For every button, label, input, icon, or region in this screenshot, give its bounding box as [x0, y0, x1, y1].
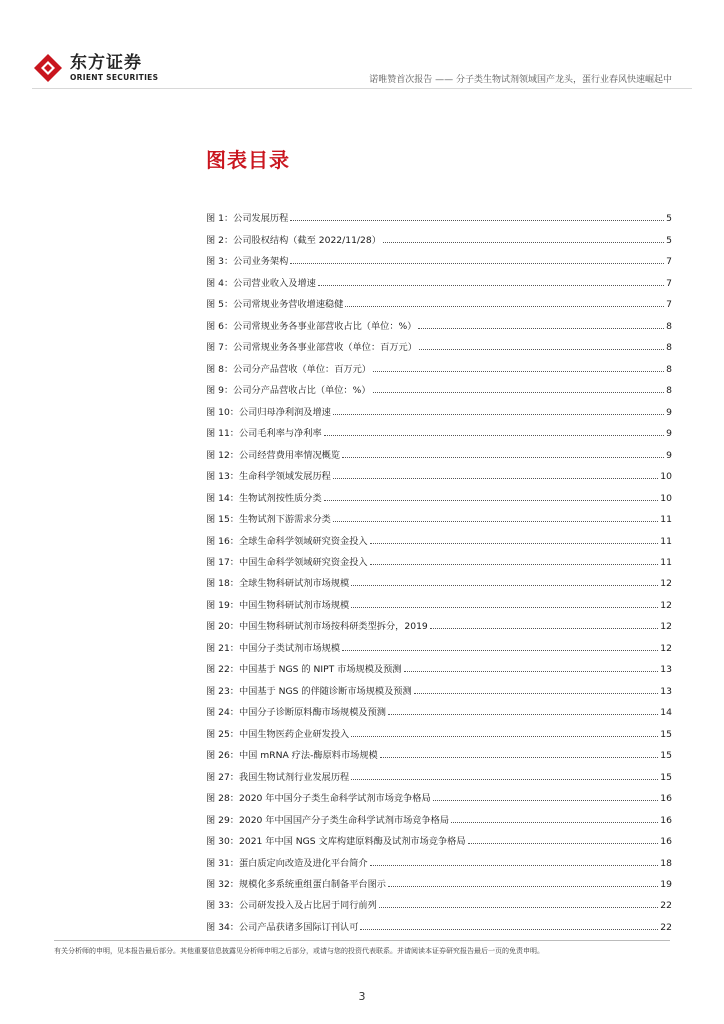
toc-figure-number: 图 3： — [206, 256, 234, 268]
toc-entry[interactable] — [206, 697, 672, 718]
toc-page-number: 5 — [666, 213, 672, 225]
toc-dot-leader — [333, 478, 658, 479]
toc-entry[interactable] — [206, 289, 672, 310]
toc-figure-number: 图 27： — [206, 771, 239, 783]
toc-figure-number: 图 14： — [206, 492, 239, 504]
toc-entry[interactable] — [206, 611, 672, 632]
toc-figure-title: 中国基于 NGS 的伴随诊断市场规模及预测 — [239, 685, 412, 697]
toc-entry[interactable] — [206, 396, 672, 417]
toc-entry[interactable] — [206, 375, 672, 396]
toc-dot-leader — [373, 392, 665, 393]
toc-figure-title: 公司常规业务营收增速稳健 — [233, 299, 344, 311]
toc-dot-leader — [351, 607, 658, 608]
toc-page-number: 13 — [660, 664, 672, 676]
toc-page-number: 10 — [660, 471, 672, 483]
toc-dot-leader — [418, 328, 664, 329]
toc-figure-number: 图 2： — [206, 234, 234, 246]
toc-figure-title: 2020 年中国国产分子类生命科学试剂市场竞争格局 — [239, 814, 450, 826]
toc-entry[interactable] — [206, 267, 672, 288]
toc-page-number: 9 — [666, 428, 672, 440]
toc-figure-number: 图 20： — [206, 621, 239, 633]
toc-dot-leader — [342, 650, 658, 651]
toc-figure-title: 中国生命科学领域研究资金投入 — [239, 556, 368, 568]
toc-figure-number: 图 23： — [206, 685, 239, 697]
toc-page-number: 16 — [660, 836, 672, 848]
toc-dot-leader — [351, 736, 658, 737]
toc-page-number: 12 — [660, 599, 672, 611]
toc-figure-number: 图 34： — [206, 921, 239, 933]
toc-figure-title: 公司常规业务各事业部营收占比（单位：%） — [233, 320, 417, 332]
toc-figure-number: 图 21： — [206, 642, 239, 654]
toc-figure-number: 图 16： — [206, 535, 239, 547]
orient-logo-icon — [32, 52, 64, 84]
toc-figure-title: 生物试剂下游需求分类 — [239, 514, 331, 526]
toc-dot-leader — [380, 757, 659, 758]
toc-entry[interactable] — [206, 632, 672, 653]
toc-figure-number: 图 28： — [206, 793, 239, 805]
toc-page-number: 13 — [660, 685, 672, 697]
toc-page-number: 12 — [660, 621, 672, 633]
toc-entry[interactable] — [206, 847, 672, 868]
toc-figure-title: 中国生物科研试剂市场按科研类型拆分，2019 — [239, 621, 428, 633]
toc-dot-leader — [345, 306, 664, 307]
toc-dot-leader — [360, 929, 658, 930]
toc-figure-number: 图 33： — [206, 900, 239, 912]
toc-dot-leader — [379, 907, 658, 908]
toc-figure-title: 公司营业收入及增速 — [233, 277, 316, 289]
toc-page-number: 22 — [660, 921, 672, 933]
toc-figure-title: 公司发展历程 — [233, 213, 289, 225]
toc-page-number: 18 — [660, 857, 672, 869]
toc-page-number: 7 — [666, 256, 672, 268]
toc-dot-leader — [370, 865, 659, 866]
toc-entry[interactable] — [206, 568, 672, 589]
toc-dot-leader — [468, 843, 659, 844]
toc-dot-leader — [333, 414, 664, 415]
toc-dot-leader — [370, 543, 659, 544]
toc-page-number: 16 — [660, 814, 672, 826]
toc-figure-number: 图 26： — [206, 750, 239, 762]
toc-figure-title: 我国生物试剂行业发展历程 — [239, 771, 350, 783]
toc-figure-title: 全球生物科研试剂市场规模 — [239, 578, 350, 590]
toc-figure-number: 图 19： — [206, 599, 239, 611]
toc-figure-number: 图 13： — [206, 471, 239, 483]
toc-figure-number: 图 31： — [206, 857, 239, 869]
toc-figure-title: 公司常规业务各事业部营收（单位：百万元） — [233, 342, 417, 354]
toc-dot-leader — [333, 521, 658, 522]
toc-dot-leader — [388, 714, 658, 715]
toc-entry[interactable] — [206, 224, 672, 245]
toc-page-number: 7 — [666, 299, 672, 311]
toc-dot-leader — [388, 886, 658, 887]
footer-divider — [54, 940, 670, 941]
toc-entry[interactable] — [206, 761, 672, 782]
toc-figure-title: 2020 年中国分子类生命科学试剂市场竞争格局 — [239, 793, 431, 805]
toc-figure-title: 公司分产品营收（单位：百万元） — [233, 363, 371, 375]
logo-english-name: ORIENT SECURITIES — [70, 72, 159, 82]
toc-entry[interactable] — [206, 783, 672, 804]
toc-dot-leader — [318, 285, 664, 286]
toc-entry[interactable] — [206, 911, 672, 932]
toc-entry[interactable] — [206, 826, 672, 847]
toc-figure-title: 公司分产品营收占比（单位：%） — [233, 385, 371, 397]
toc-page-number: 7 — [666, 277, 672, 289]
toc-figure-title: 公司研发投入及占比居于同行前列 — [239, 900, 377, 912]
header-divider — [32, 88, 692, 89]
toc-figure-title: 中国分子诊断原料酶市场规模及预测 — [239, 707, 386, 719]
toc-entry[interactable] — [206, 461, 672, 482]
toc-figure-number: 图 29： — [206, 814, 239, 826]
toc-figure-number: 图 1： — [206, 213, 234, 225]
logo-chinese-name: 东方证券 — [70, 52, 142, 73]
toc-figure-title: 中国 mRNA 疗法-酶原料市场规模 — [239, 750, 378, 762]
toc-page-number: 8 — [666, 363, 672, 375]
toc-figure-number: 图 10： — [206, 406, 239, 418]
toc-figure-number: 图 30： — [206, 836, 239, 848]
toc-entry[interactable] — [206, 547, 672, 568]
toc-page-number: 16 — [660, 793, 672, 805]
toc-dot-leader — [373, 371, 664, 372]
toc-figure-title: 生物试剂按性质分类 — [239, 492, 322, 504]
toc-entry[interactable] — [206, 525, 672, 546]
toc-page-number: 5 — [666, 234, 672, 246]
toc-figure-number: 图 22： — [206, 664, 239, 676]
toc-page-number: 19 — [660, 879, 672, 890]
toc-page-number: 15 — [660, 728, 672, 740]
toc-page-number: 15 — [660, 750, 672, 762]
toc-entry[interactable] — [206, 310, 672, 331]
toc-entry[interactable] — [206, 504, 672, 525]
toc-figure-number: 图 32： — [206, 879, 239, 890]
toc-entry[interactable] — [206, 203, 672, 224]
toc-page-number: 11 — [660, 514, 672, 526]
toc-entry[interactable] — [206, 740, 672, 761]
toc-figure-number: 图 15： — [206, 514, 239, 526]
toc-page-number: 12 — [660, 578, 672, 590]
toc-entry[interactable] — [206, 654, 672, 675]
toc-figure-title: 公司归母净利润及增速 — [239, 406, 331, 418]
toc-figure-number: 图 11： — [206, 428, 239, 440]
page-title: 图表目录 — [206, 148, 290, 172]
toc-figure-title: 规模化多系统重组蛋白制备平台图示 — [239, 879, 386, 890]
toc-dot-leader — [433, 800, 659, 801]
toc-figure-title: 公司股权结构（截至 2022/11/28） — [233, 234, 381, 246]
toc-dot-leader — [370, 564, 659, 565]
toc-entry[interactable] — [206, 675, 672, 696]
toc-dot-leader — [324, 435, 664, 436]
toc-page-number: 8 — [666, 342, 672, 354]
toc-page-number: 12 — [660, 642, 672, 654]
toc-figure-title: 公司经营费用率情况概览 — [239, 449, 341, 461]
toc-dot-leader — [419, 349, 664, 350]
toc-figure-title: 蛋白质定向改造及进化平台简介 — [239, 857, 368, 869]
company-logo — [32, 50, 158, 86]
report-header-title: 诺唯赞首次报告 —— 分子类生物试剂领域国产龙头，蛋行业春风快速崛起中 — [369, 75, 672, 85]
toc-dot-leader — [351, 585, 658, 586]
toc-figure-number: 图 17： — [206, 556, 239, 568]
toc-entry[interactable] — [206, 353, 672, 374]
toc-entry[interactable] — [206, 482, 672, 503]
toc-figure-number: 图 8： — [206, 363, 234, 375]
toc-figure-number: 图 12： — [206, 449, 239, 461]
toc-figure-title: 中国生物医药企业研发投入 — [239, 728, 350, 740]
toc-dot-leader — [430, 628, 659, 629]
toc-dot-leader — [404, 671, 659, 672]
toc-figure-title: 生命科学领域发展历程 — [239, 471, 331, 483]
toc-page-number: 9 — [666, 449, 672, 461]
toc-figure-number: 图 9： — [206, 385, 234, 397]
toc-figure-number: 图 4： — [206, 277, 234, 289]
toc-figure-title: 中国分子类试剂市场规模 — [239, 642, 341, 654]
toc-dot-leader — [342, 457, 664, 458]
toc-page-number: 22 — [660, 900, 672, 912]
toc-entry[interactable] — [206, 246, 672, 267]
page-number: 3 — [358, 990, 366, 1003]
toc-figure-number: 图 25： — [206, 728, 239, 740]
toc-figure-number: 图 18： — [206, 578, 239, 590]
toc-figure-title: 全球生命科学领域研究资金投入 — [239, 535, 368, 547]
toc-page-number: 11 — [660, 556, 672, 568]
toc-figure-title: 公司毛利率与净利率 — [239, 428, 322, 440]
toc-dot-leader — [414, 693, 659, 694]
toc-page-number: 14 — [660, 707, 672, 719]
toc-entry[interactable] — [206, 332, 672, 353]
toc-figure-title: 公司业务架构 — [233, 256, 289, 268]
toc-dot-leader — [324, 500, 659, 501]
toc-figure-title: 中国基于 NGS 的 NIPT 市场规模及预测 — [239, 664, 402, 676]
toc-page-number: 8 — [666, 385, 672, 397]
toc-page-number: 8 — [666, 320, 672, 332]
toc-page-number: 11 — [660, 535, 672, 547]
toc-entry[interactable] — [206, 804, 672, 825]
toc-dot-leader — [451, 822, 658, 823]
toc-figure-number: 图 6： — [206, 320, 234, 332]
toc-figure-title: 2021 年中国 NGS 文库构建原料酶及试剂市场竞争格局 — [239, 836, 466, 848]
toc-entry[interactable] — [206, 589, 672, 610]
toc-figure-number: 图 24： — [206, 707, 239, 719]
toc-figure-number: 图 5： — [206, 299, 234, 311]
toc-figure-title: 公司产品获诸多国际订刊认可 — [239, 921, 359, 933]
figure-toc-list — [206, 203, 672, 933]
toc-entry[interactable] — [206, 439, 672, 460]
toc-entry[interactable] — [206, 718, 672, 739]
toc-page-number: 15 — [660, 771, 672, 783]
toc-page-number: 10 — [660, 492, 672, 504]
toc-entry[interactable] — [206, 890, 672, 911]
footer-disclaimer: 有关分析师的申明，见本报告最后部分。其他重要信息披露见分析师申明之后部分，或请与您的投资代表联系。并请阅读本证券研究报告最后一页的免责申明。 — [54, 947, 544, 955]
toc-dot-leader — [290, 263, 664, 264]
toc-dot-leader — [290, 220, 664, 221]
toc-dot-leader — [351, 779, 658, 780]
toc-figure-title: 中国生物科研试剂市场规模 — [239, 599, 350, 611]
toc-page-number: 9 — [666, 406, 672, 418]
toc-entry[interactable] — [206, 869, 672, 890]
toc-entry[interactable] — [206, 418, 672, 439]
toc-dot-leader — [383, 242, 664, 243]
toc-figure-number: 图 7： — [206, 342, 234, 354]
